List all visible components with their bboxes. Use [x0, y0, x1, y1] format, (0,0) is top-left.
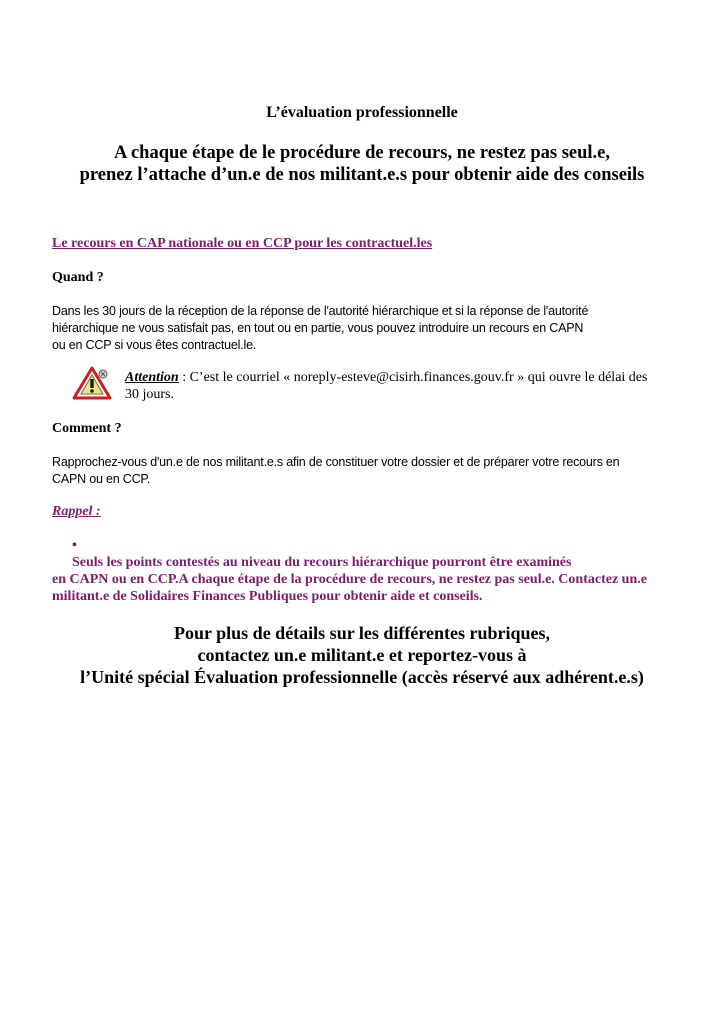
warning-icon — [72, 366, 112, 400]
footer-line-2: contactez un.e militant.e et reportez-vous à — [197, 645, 527, 665]
rappel-bullet-list — [52, 537, 692, 605]
attention-text-1: : C’est le courriel « noreply-esteve@cisirh.finances.gouv.fr » qui ouvre le délai des — [178, 370, 648, 385]
subtitle-line-2: prenez l’attache d’un.e de nos militant.e.s pour obtenir aide des conseils — [79, 165, 645, 185]
attention-text-2: 30 jours. — [125, 387, 174, 402]
heading-quand: Quand ? — [52, 270, 104, 285]
comment-line-1: Rapprochez-vous d'un.e de nos militant.e.s afin de constituer votre dossier et de préparer votre recours en — [52, 455, 620, 469]
rappel-colon: : — [92, 504, 101, 519]
quand-line-3: ou en CCP si vous êtes contractuel.le. — [52, 338, 257, 352]
quand-line-1: Dans les 30 jours de la réception de la réponse de l'autorité hiérarchique et si la réponse de l'autorité — [52, 304, 589, 318]
rappel-line-3: militant.e de Solidaires Finances Publiques pour obtenir aide et conseils. — [52, 589, 483, 604]
document-subtitle — [0, 142, 724, 186]
paragraph-quand — [52, 303, 682, 354]
rappel-line-1 — [52, 537, 692, 571]
paragraph-comment — [52, 454, 682, 488]
subtitle-line-1: A chaque étape de le procédure de recours, ne restez pas seul.e, — [113, 143, 610, 163]
attention-text — [125, 369, 685, 403]
comment-line-2: CAPN ou en CCP. — [52, 472, 151, 486]
quand-line-2: hiérarchique ne vous satisfait pas, en tout ou en partie, vous pouvez introduire un recours en CAPN — [52, 321, 584, 335]
footer-line-1: Pour plus de détails sur les différentes rubriques, — [173, 623, 551, 643]
section-link-recours-capn[interactable]: Le recours en CAP nationale ou en CCP pour les contractuel.les — [52, 236, 433, 251]
document-title: L’évaluation professionnelle — [266, 104, 458, 121]
attention-label: Attention — [125, 370, 179, 385]
rappel-label-text: Rappel — [52, 504, 93, 519]
footer-note — [0, 622, 724, 688]
attention-note — [72, 366, 692, 406]
footer-line-3: l’Unité spécial Évaluation professionnelle (accès réservé aux adhérent.e.s) — [80, 667, 644, 687]
rappel-label — [52, 503, 101, 521]
rappel-line-2: en CAPN ou en CCP.A chaque étape de la procédure de recours, ne restez pas seul.e. Contactez un.e — [52, 572, 647, 587]
heading-comment: Comment ? — [52, 421, 122, 436]
bullet-icon: • — [72, 538, 77, 553]
rappel-line-1-text: Seuls les points contestés au niveau du recours hiérarchique pourront être examinés — [72, 555, 572, 570]
